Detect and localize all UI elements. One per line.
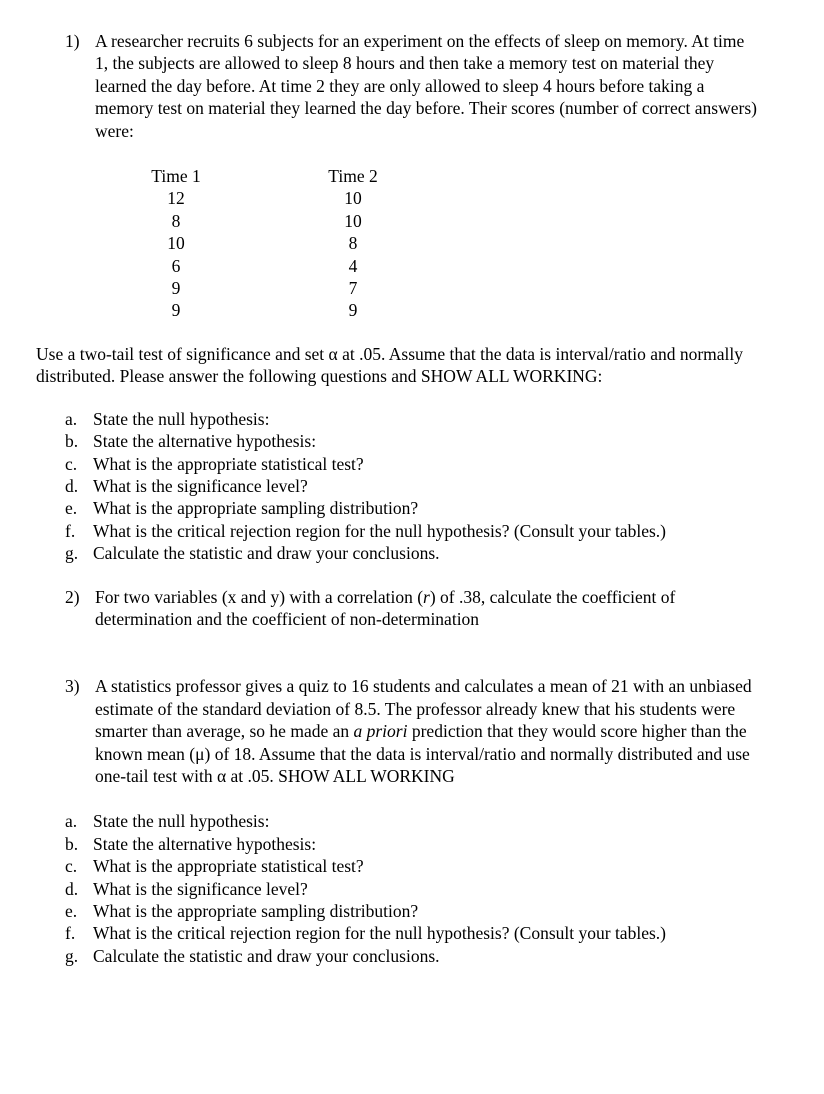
list-item xyxy=(36,855,788,877)
list-item xyxy=(36,542,788,564)
subquestion-letter: b. xyxy=(65,431,79,452)
subquestion-text: Calculate the statistic and draw your conclusions. xyxy=(93,543,440,564)
subquestion-letter: e. xyxy=(65,901,78,921)
question-3-number: 3) xyxy=(65,676,80,697)
score-cell: 9 xyxy=(171,300,181,321)
table-row xyxy=(148,255,788,277)
subquestion-letter: d. xyxy=(65,878,79,899)
list-item xyxy=(36,520,788,542)
subquestion-letter: b. xyxy=(65,833,79,854)
subquestion-letter: f. xyxy=(65,520,76,541)
score-cell: 6 xyxy=(171,255,181,276)
question-3-text-segment: prediction that they would score higher than the known mean (μ) of 18. Assume that the data is interval/ratio and normally distributed and use one-tail test with α at .05. SHOW ALL WORKING xyxy=(95,721,750,786)
question-2-text-segment: For two variables (x and y) with a correlation ( xyxy=(95,586,424,607)
question-2 xyxy=(65,586,788,631)
list-item xyxy=(36,922,788,944)
list-item xyxy=(36,945,788,967)
question-1 xyxy=(65,30,788,142)
subquestion-text: What is the significance level? xyxy=(93,878,308,899)
subquestion-text: What is the critical rejection region for the null hypothesis? (Consult your tables.) xyxy=(93,520,666,541)
subquestion-letter: g. xyxy=(65,543,79,564)
subquestion-letter: c. xyxy=(65,453,78,474)
subquestion-text: State the null hypothesis: xyxy=(93,408,270,429)
list-item xyxy=(36,878,788,900)
subquestion-text: What is the appropriate sampling distribution? xyxy=(93,498,419,519)
subquestion-list-1 xyxy=(36,408,788,565)
score-cell: 10 xyxy=(344,210,362,231)
score-cell: 9 xyxy=(171,278,181,299)
instructions-paragraph: Use a two-tail test of significance and set α at .05. Assume that the data is interval/ratio and normally distributed. Please answer the following questions and SHOW ALL WORKING: xyxy=(36,343,744,387)
subquestion-letter: e. xyxy=(65,498,78,519)
scores-header-row xyxy=(148,165,788,187)
subquestion-letter: c. xyxy=(65,856,78,877)
subquestion-letter: f. xyxy=(65,923,76,944)
subquestion-text: State the alternative hypothesis: xyxy=(93,431,317,452)
subquestion-text: What is the critical rejection region for the null hypothesis? (Consult your tables.) xyxy=(93,923,666,944)
list-item xyxy=(36,497,788,519)
question-2-italic-r: r xyxy=(423,586,430,607)
score-cell: 7 xyxy=(348,278,358,299)
table-row xyxy=(148,187,788,209)
scores-table xyxy=(148,165,788,322)
worksheet-page xyxy=(36,30,788,967)
score-cell: 12 xyxy=(167,188,185,209)
score-cell: 10 xyxy=(344,188,362,209)
question-2-text xyxy=(95,586,757,631)
subquestion-text: Calculate the statistic and draw your conclusions. xyxy=(93,945,440,966)
list-item xyxy=(36,430,788,452)
question-1-number: 1) xyxy=(65,31,80,51)
score-cell: 9 xyxy=(348,300,358,321)
table-row xyxy=(148,299,788,321)
list-item xyxy=(36,810,788,832)
score-cell: 4 xyxy=(348,255,358,276)
question-2-number: 2) xyxy=(65,586,80,607)
question-3-text-segment: A statistics professor gives a quiz to 16 students and calculates a mean of 21 with an unbiased estimate of the standard deviation of 8.5. The professor already knew that his students were smarter than average, so he made an xyxy=(95,676,752,742)
subquestion-text: What is the appropriate statistical test? xyxy=(93,856,364,877)
subquestion-text: What is the appropriate sampling distribution? xyxy=(93,901,419,921)
question-3-text xyxy=(95,675,757,787)
table-row xyxy=(148,232,788,254)
subquestion-letter: d. xyxy=(65,475,79,496)
column-header-time1: Time 1 xyxy=(151,166,201,187)
score-cell: 10 xyxy=(167,233,185,254)
list-item xyxy=(36,408,788,430)
list-item xyxy=(36,833,788,855)
subquestion-text: What is the significance level? xyxy=(93,475,308,496)
list-item xyxy=(36,453,788,475)
subquestion-list-3 xyxy=(36,810,788,967)
score-cell: 8 xyxy=(348,233,358,254)
subquestion-letter: a. xyxy=(65,408,78,429)
question-1-text: A researcher recruits 6 subjects for an experiment on the effects of sleep on memory. At time 1, the subjects are allowed to sleep 8 hours and then take a memory test on material they learned the day before. At time 2 they are only allowed to sleep 4 hours before taking a memory test on material they learned the day before. Their scores (number of correct answers) were: xyxy=(95,31,757,141)
list-item xyxy=(36,475,788,497)
subquestion-letter: g. xyxy=(65,945,79,966)
subquestion-text: State the null hypothesis: xyxy=(93,811,270,832)
subquestion-text: What is the appropriate statistical test? xyxy=(93,453,364,474)
table-row xyxy=(148,210,788,232)
score-cell: 8 xyxy=(171,210,181,231)
question-3-italic-a-priori: a priori xyxy=(353,721,408,742)
question-3 xyxy=(65,675,788,787)
column-header-time2: Time 2 xyxy=(328,166,378,187)
table-row xyxy=(148,277,788,299)
subquestion-letter: a. xyxy=(65,811,78,832)
question-2-text-segment: ) of .38, calculate the coefficient of determination and the coefficient of non-determination xyxy=(95,586,676,629)
subquestion-text: State the alternative hypothesis: xyxy=(93,833,317,854)
list-item xyxy=(36,900,788,922)
